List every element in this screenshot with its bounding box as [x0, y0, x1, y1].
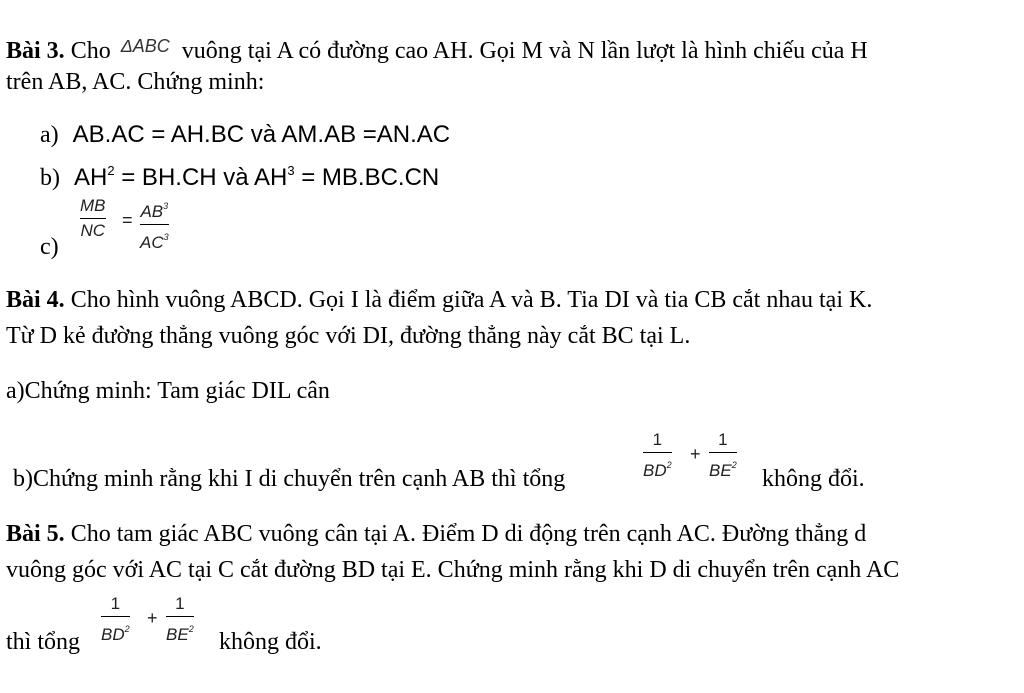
frac-den-ac3 [140, 227, 169, 253]
fraction-mb-nc [80, 196, 106, 241]
frac-num-1: 1 [175, 594, 185, 613]
frac-num-mb: MB [80, 196, 106, 215]
frac-den-bd2 [643, 455, 672, 481]
frac-den-sup: 2 [666, 460, 672, 470]
bai4-label: Bài 4. [6, 287, 65, 313]
frac-den-sup: 2 [731, 460, 737, 470]
frac-den-bd2 [101, 619, 130, 645]
frac-den-be: BE [709, 461, 732, 480]
fraction-1-be2 [709, 430, 737, 481]
frac-den-bd: BD [101, 625, 125, 644]
frac-num-sup: 3 [163, 201, 169, 211]
b-part2: = BH.CH và AH [114, 164, 288, 191]
bai4-item-b: b)Chứng minh rằng khi I di chuyển trên cạnh AB thì tổng [13, 466, 566, 492]
item-b-label: b) [40, 165, 60, 191]
fraction-1-bd2 [643, 430, 672, 481]
frac-den-bd: BD [643, 461, 667, 480]
b-sup1: 2 [107, 163, 115, 178]
bai5-line1 [6, 520, 866, 548]
bai4-item-a: a)Chứng minh: Tam giác DIL cân [6, 378, 330, 404]
fraction-1-bd2 [101, 594, 130, 645]
bai3-label: Bài 3. [6, 38, 65, 64]
frac-den-sup: 2 [188, 624, 194, 634]
frac-num-ab3 [140, 196, 168, 222]
fraction-bar [140, 224, 169, 225]
fraction-bar [101, 616, 130, 617]
item-a-label: a) [40, 122, 59, 148]
b-sup2: 3 [287, 163, 295, 178]
bai4-line2: Từ D kẻ đường thẳng vuông góc với DI, đường thẳng này cắt BC tại L. [6, 323, 691, 349]
frac-den-nc: NC [80, 221, 106, 240]
item-b-text [74, 164, 439, 191]
plus-sign: + [147, 608, 158, 628]
bai3-line1 [6, 32, 868, 65]
bai3-item-b [40, 157, 439, 192]
plus-sign: + [690, 444, 701, 464]
fraction-ab3-ac3 [140, 196, 169, 253]
triangle-abc: ΔABC [120, 36, 170, 56]
fraction-bar [166, 616, 194, 617]
bai4-b-after: không đổi. [762, 466, 865, 492]
frac-num-1: 1 [110, 594, 121, 613]
frac-den-be: BE [166, 625, 189, 644]
item-a-text: AB.AC = AH.BC và AM.AB =AN.AC [72, 121, 451, 148]
bai5-line3: thì tổng [6, 629, 81, 655]
bai5-after: không đổi. [219, 629, 322, 655]
bai5-text1: Cho tam giác ABC vuông cân tại A. Điểm D di động trên cạnh AC. Đường thẳng d [64, 521, 867, 547]
bai5-line2: vuông góc với AC tại C cắt đường BD tại E. Chứng minh rằng khi D di chuyển trên cạnh AC [6, 557, 900, 583]
bai4-line1 [6, 286, 872, 314]
frac-den-sup: 3 [163, 232, 169, 242]
bai3-post: vuông tại A có đường cao AH. Gọi M và N lần lượt là hình chiếu của H [181, 38, 868, 64]
frac-den-be2 [709, 455, 737, 481]
b-part1: AH [74, 164, 108, 191]
fraction-bar [643, 452, 672, 453]
frac-num-1: 1 [652, 430, 663, 449]
frac-den-ac: AC [140, 233, 164, 252]
fraction-bar [80, 218, 106, 219]
fraction-bar [709, 452, 737, 453]
item-c-label: c) [40, 234, 59, 260]
b-part3: = MB.BC.CN [294, 164, 440, 191]
bai4-text1: Cho hình vuông ABCD. Gọi I là điểm giữa A và B. Tia DI và tia CB cắt nhau tại K. [64, 287, 873, 313]
equals-sign: = [122, 210, 133, 230]
bai3-item-a [40, 121, 450, 149]
bai3-line2: trên AB, AC. Chứng minh: [6, 69, 265, 95]
frac-num-ab: AB [140, 202, 164, 221]
bai3-pre: Cho [64, 38, 117, 64]
frac-den-sup: 2 [124, 624, 130, 634]
frac-num-1: 1 [718, 430, 728, 449]
bai5-label: Bài 5. [6, 521, 65, 547]
frac-den-be2 [166, 619, 194, 645]
fraction-1-be2 [166, 594, 194, 645]
